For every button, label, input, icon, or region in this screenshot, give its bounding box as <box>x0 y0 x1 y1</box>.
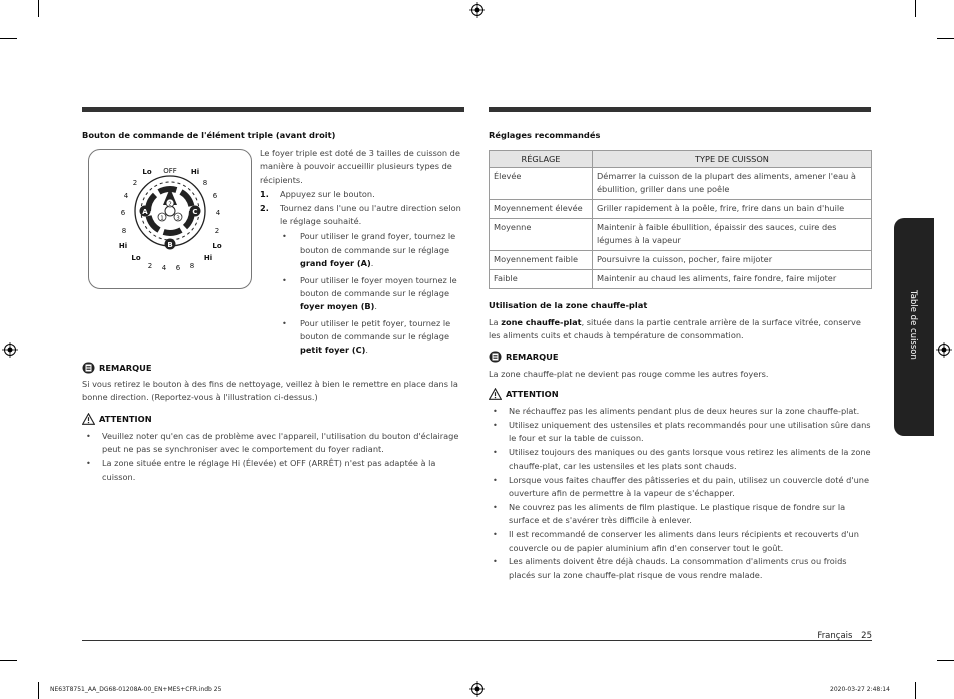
dial-zone-c: C <box>192 208 198 216</box>
dial-number: 4 <box>161 264 167 272</box>
attention-heading <box>489 388 559 400</box>
setting-cell: Élevée <box>490 168 593 200</box>
bold-term: petit foyer (C) <box>300 344 366 355</box>
crop-mark <box>38 682 39 699</box>
setting-cell: Moyennement faible <box>490 251 593 270</box>
crop-mark <box>937 38 954 39</box>
dial-center-number: 2 <box>168 201 172 208</box>
note-text: La zone chauffe-plat ne devient pas rouge comme les autres foyers. <box>489 369 769 379</box>
list-item: • Les aliments doivent être déjà chauds. La consommation d'aliments crus ou froids placés sur la zone chauffe-plat risque de vous rendre malade. <box>489 555 871 582</box>
print-file-info: NE63T8751_AA_DG68-01208A-00_EN+MES+CFR.indb 25 <box>50 686 222 693</box>
table-row <box>490 251 872 270</box>
dial-number: 4 <box>123 192 129 200</box>
step-number: 2. <box>260 202 269 213</box>
dial-hi-label: Hi <box>203 254 213 262</box>
dial-zone-a: A <box>142 208 148 216</box>
dial-number: 8 <box>189 262 195 270</box>
list-item: • Ne couvrez pas les aliments de film plastique. Le plastique risque de fondre sur la surface et de s'avérer très difficile à enlever. <box>489 501 871 528</box>
setting-cell: Faible <box>490 270 593 289</box>
registration-mark-icon <box>2 342 18 358</box>
attention-heading <box>82 413 152 425</box>
substep-item: • Pour utiliser le petit foyer, tournez le bouton de commande sur le réglage petit foyer (C). <box>280 317 462 357</box>
note-heading <box>82 362 152 374</box>
cooking-type-cell: Griller rapidement à la poêle, frire, frire dans un bain d'huile <box>593 200 872 219</box>
bold-term: grand foyer (A) <box>300 258 371 269</box>
crop-mark <box>915 0 916 17</box>
step-text: Tournez dans l'une ou l'autre direction selon le réglage souhaité. <box>280 202 461 227</box>
dial-number: 8 <box>202 179 208 187</box>
dial-number: 6 <box>175 264 181 272</box>
crop-mark <box>0 660 17 661</box>
dial-lo-label: Lo <box>142 168 152 176</box>
side-tab-label: Table de cuisson <box>908 290 918 360</box>
section-rule <box>489 107 871 112</box>
registration-mark-icon <box>469 2 485 18</box>
dial-instructions <box>260 147 462 360</box>
list-item: • Utilisez uniquement des ustensiles et plats recommandés pour une utilisation sûre dans le four et sur la table de cuisson. <box>489 419 871 446</box>
attention-list <box>489 405 871 583</box>
crop-mark <box>937 660 954 661</box>
warning-triangle-icon <box>489 388 502 400</box>
list-item: • Lorsque vous faites chauffer des pâtisseries et du pain, utilisez un couvercle doté d'une ouverture afin de permettre à la vapeur de s'échapper. <box>489 474 871 501</box>
page-footer <box>780 631 872 641</box>
table-row <box>490 219 872 251</box>
crop-mark <box>0 38 17 39</box>
list-item: • Il est recommandé de conserver les aliments dans leurs récipients et recouverts d'un couvercle ou de papier aluminium afin d'en conserver tout le goût. <box>489 528 871 555</box>
dial-lo-label: Lo <box>131 254 141 262</box>
dial-center-number: 3 <box>176 215 180 222</box>
dial-number: 8 <box>121 227 127 235</box>
table-title: Réglages recommandés <box>489 130 601 140</box>
note-icon <box>82 362 95 374</box>
dial-number: 2 <box>147 262 153 270</box>
cooking-type-cell: Maintenir au chaud les aliments, faire fondre, faire mijoter <box>593 270 872 289</box>
table-row <box>490 270 872 289</box>
dial-hi-label: Hi <box>190 168 200 176</box>
warning-triangle-icon <box>82 413 95 425</box>
section-heading: Bouton de commande de l'élément triple (avant droit) <box>82 130 336 140</box>
note-title: REMARQUE <box>99 363 152 373</box>
crop-mark <box>38 0 39 17</box>
table-row <box>490 200 872 219</box>
list-item: • La zone située entre le réglage Hi (Élevée) et OFF (ARRÊT) n'est pas adaptée à la cuisson. <box>82 457 462 484</box>
setting-cell: Moyenne <box>490 219 593 251</box>
dial-number: 6 <box>212 192 218 200</box>
substep-item: • Pour utiliser le foyer moyen tournez le bouton de commande sur le réglage foyer moyen (B). <box>280 274 462 314</box>
crop-mark <box>915 682 916 699</box>
section-side-tab <box>894 218 934 436</box>
registration-mark-icon <box>469 681 485 697</box>
footer-language: Français <box>817 631 853 641</box>
cooking-type-cell: Poursuivre la cuisson, pocher, faire mijoter <box>593 251 872 270</box>
step-item <box>260 188 462 201</box>
list-item: • Utilisez toujours des maniques ou des gants lorsque vous retirez les aliments de la zone chauffe-plat, car les ustensiles et les plats sont chauds. <box>489 446 871 473</box>
warming-zone-text: La zone chauffe-plat, située dans la partie centrale arrière de la surface vitrée, conserve les aliments cuits et chauds à température de consommation. <box>489 317 861 341</box>
dial-number: 2 <box>132 179 138 187</box>
table-row <box>490 168 872 200</box>
registration-mark-icon <box>936 342 952 358</box>
settings-table <box>489 150 872 289</box>
attention-list <box>82 430 462 485</box>
step-item <box>260 202 462 357</box>
attention-title: ATTENTION <box>99 414 152 424</box>
control-knob-diagram <box>89 150 251 288</box>
list-item: • Ne réchauffez pas les aliments pendant plus de deux heures sur la zone chauffe-plat. <box>489 405 871 418</box>
dial-off-label: OFF <box>163 167 177 175</box>
setting-cell: Moyennement élevée <box>490 200 593 219</box>
dial-number: 6 <box>120 209 126 217</box>
cooking-type-cell: Maintenir à faible ébullition, épaissir des sauces, cuire des légumes à la vapeur <box>593 219 872 251</box>
bold-term: foyer moyen (B) <box>300 301 375 312</box>
dial-lo-label: Lo <box>212 242 222 250</box>
bold-term: zone chauffe-plat <box>501 317 582 327</box>
step-text: Appuyez sur le bouton. <box>280 189 375 200</box>
note-title: REMARQUE <box>506 352 559 362</box>
note-icon <box>489 351 502 363</box>
substep-item: • Pour utiliser le grand foyer, tournez le bouton de commande sur le réglage grand foyer (A). <box>280 230 462 270</box>
attention-title: ATTENTION <box>506 389 559 399</box>
dial-illustration <box>88 149 252 289</box>
section-rule <box>82 107 464 112</box>
dial-hi-label: Hi <box>118 242 128 250</box>
dial-center-number: 1 <box>160 215 164 222</box>
list-item: • Veuillez noter qu'en cas de problème avec l'appareil, l'utilisation du bouton d'éclairage peut ne pas se synchroniser avec le comportement du foyer radiant. <box>82 430 462 457</box>
substeps-list <box>280 230 462 357</box>
cooking-type-cell: Démarrer la cuisson de la plupart des aliments, amener l'eau à ébullition, griller dans une poêle <box>593 168 872 200</box>
step-number: 1. <box>260 189 269 200</box>
dial-zone-b: B <box>167 241 173 249</box>
note-heading <box>489 351 559 363</box>
footer-rule <box>82 640 872 641</box>
print-date-info: 2020-03-27 2:48:14 <box>830 686 890 693</box>
warming-zone-heading: Utilisation de la zone chauffe-plat <box>489 300 648 310</box>
column-header: TYPE DE CUISSON <box>593 151 872 168</box>
steps-list <box>260 188 462 357</box>
intro-text: Le foyer triple est doté de 3 tailles de cuisson de manière à pouvoir accueillir plusieurs types de récipients. <box>260 148 460 185</box>
page-number: 25 <box>861 631 872 641</box>
column-header: RÉGLAGE <box>490 151 593 168</box>
note-text: Si vous retirez le bouton à des fins de nettoyage, veillez à bien le remettre en place dans la bonne direction. (Reportez-vous à l'illustration ci-dessus.) <box>82 379 458 403</box>
table-header-row <box>490 151 872 168</box>
dial-number: 4 <box>215 209 221 217</box>
dial-number: 2 <box>214 227 220 235</box>
